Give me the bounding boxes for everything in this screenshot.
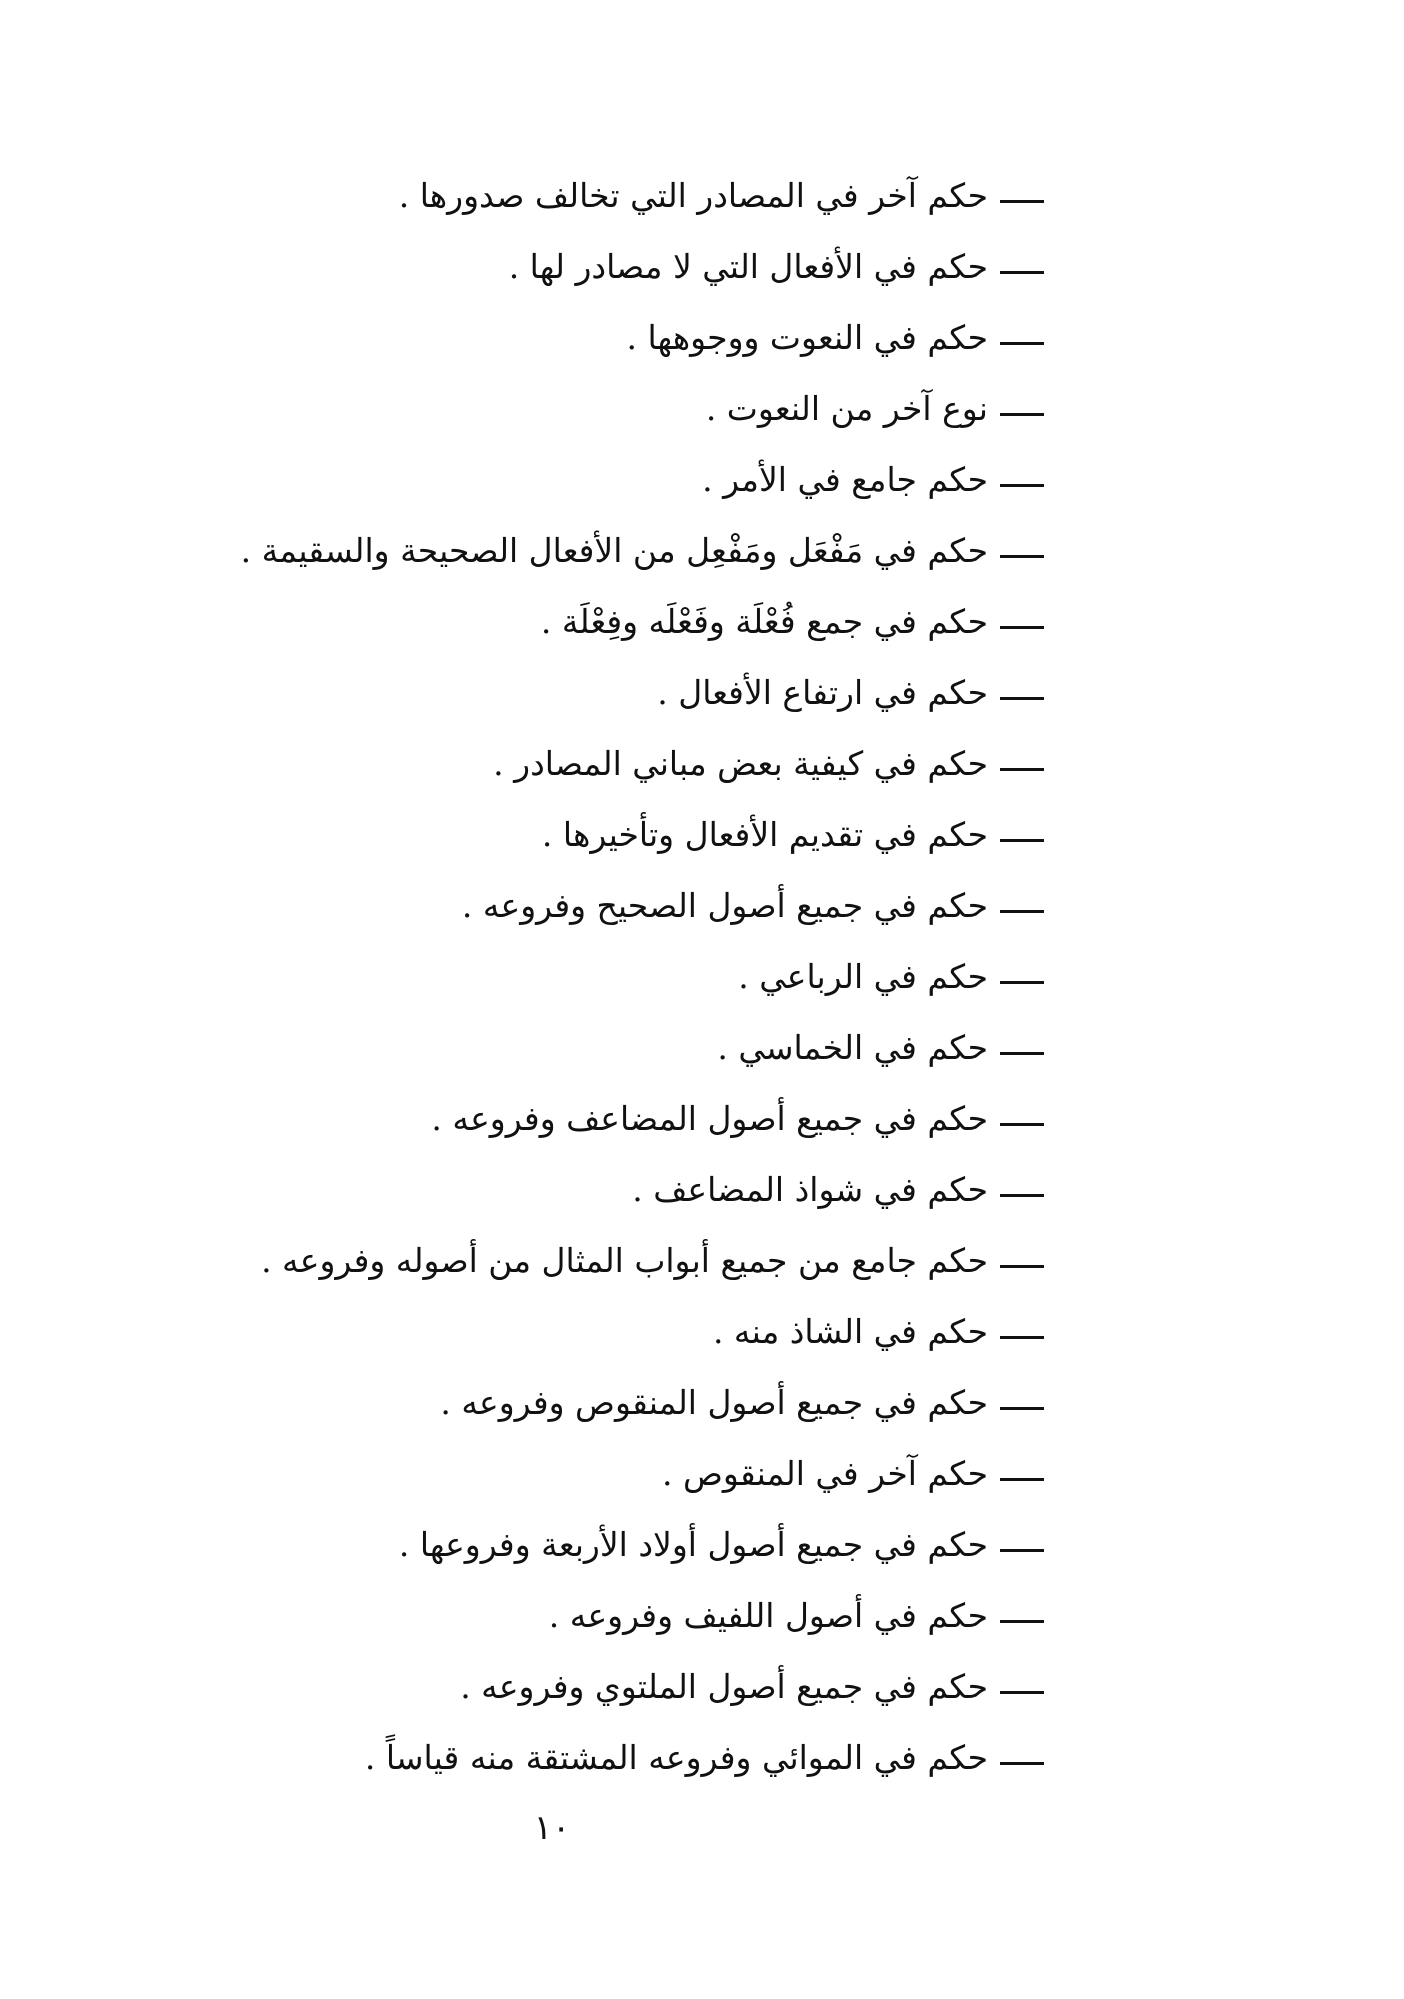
list-item-text: حكم جامع من جميع أبواب المثال من أصوله وفروعه . xyxy=(261,1241,988,1280)
list-item-text: حكم آخر في المنقوص . xyxy=(662,1454,988,1493)
dash-marker xyxy=(1000,697,1044,700)
dash-marker xyxy=(1000,413,1044,416)
list-item xyxy=(44,1012,1044,1083)
list-item xyxy=(44,515,1044,586)
list-item xyxy=(44,728,1044,799)
dash-marker xyxy=(1000,1265,1044,1268)
list-item-text: حكم في جميع أصول الصحيح وفروعه . xyxy=(461,886,988,925)
list-item xyxy=(44,1438,1044,1509)
list-item xyxy=(44,1154,1044,1225)
dash-marker xyxy=(1000,839,1044,842)
list-item-text: حكم في جميع أصول الملتوي وفروعه . xyxy=(460,1667,988,1706)
dash-marker xyxy=(1000,1620,1044,1623)
list-item-text: حكم في الخماسي . xyxy=(717,1028,988,1067)
dash-marker xyxy=(1000,342,1044,345)
list-item xyxy=(44,231,1044,302)
dash-marker xyxy=(1000,200,1044,203)
dash-marker xyxy=(1000,910,1044,913)
list-item xyxy=(44,799,1044,870)
page-number: ١٠ xyxy=(533,1808,571,1848)
list-item xyxy=(44,1296,1044,1367)
list-item-text: حكم في كيفية بعض مباني المصادر . xyxy=(493,744,988,783)
list-item-text: حكم في الموائي وفروعه المشتقة منه قياساً . xyxy=(364,1738,988,1777)
dash-marker xyxy=(1000,1123,1044,1126)
list-item-text: حكم في الشاذ منه . xyxy=(712,1312,988,1351)
list-item xyxy=(44,302,1044,373)
list-item-text: حكم في جميع أصول المضاعف وفروعه . xyxy=(431,1099,988,1138)
list-item-text: حكم جامع في الأمر . xyxy=(702,460,988,499)
dash-marker xyxy=(1000,1336,1044,1339)
list-item xyxy=(44,870,1044,941)
dash-marker xyxy=(1000,981,1044,984)
list-item-text: حكم في مَفْعَل ومَفْعِل من الأفعال الصحيحة والسقيمة . xyxy=(240,531,988,570)
list-item xyxy=(44,1367,1044,1438)
dash-marker xyxy=(1000,626,1044,629)
dash-marker xyxy=(1000,1478,1044,1481)
list-item xyxy=(44,1225,1044,1296)
dash-marker xyxy=(1000,1407,1044,1410)
dash-marker xyxy=(1000,768,1044,771)
list-item xyxy=(44,941,1044,1012)
list-item xyxy=(44,1651,1044,1722)
contents-list xyxy=(44,160,1044,1793)
list-item-text: حكم في الرباعي . xyxy=(738,957,988,996)
dash-marker xyxy=(1000,1691,1044,1694)
list-item-text: حكم في تقديم الأفعال وتأخيرها . xyxy=(541,815,988,854)
list-item xyxy=(44,1083,1044,1154)
dash-marker xyxy=(1000,484,1044,487)
list-item-text: حكم في ارتفاع الأفعال . xyxy=(657,673,988,712)
list-item xyxy=(44,657,1044,728)
list-item-text: نوع آخر من النعوت . xyxy=(705,389,988,428)
list-item xyxy=(44,586,1044,657)
list-item-text: حكم في جميع أصول أولاد الأربعة وفروعها . xyxy=(398,1525,988,1564)
list-item-text: حكم في شواذ المضاعف . xyxy=(632,1170,988,1209)
dash-marker xyxy=(1000,555,1044,558)
list-item xyxy=(44,444,1044,515)
list-item-text: حكم آخر في المصادر التي تخالف صدورها . xyxy=(398,176,988,215)
dash-marker xyxy=(1000,1052,1044,1055)
dash-marker xyxy=(1000,271,1044,274)
dash-marker xyxy=(1000,1194,1044,1197)
list-item-text: حكم في الأفعال التي لا مصادر لها . xyxy=(508,247,988,286)
list-item xyxy=(44,1580,1044,1651)
list-item xyxy=(44,373,1044,444)
list-item-text: حكم في جميع أصول المنقوص وفروعه . xyxy=(440,1383,988,1422)
list-item-text: حكم في أصول اللفيف وفروعه . xyxy=(548,1596,988,1635)
list-item xyxy=(44,1509,1044,1580)
dash-marker xyxy=(1000,1549,1044,1552)
list-item xyxy=(44,160,1044,231)
list-item-text: حكم في النعوت ووجوهها . xyxy=(626,318,988,357)
dash-marker xyxy=(1000,1762,1044,1765)
list-item xyxy=(44,1722,1044,1793)
list-item-text: حكم في جمع فُعْلَة وفَعْلَه وفِعْلَة . xyxy=(540,602,988,641)
